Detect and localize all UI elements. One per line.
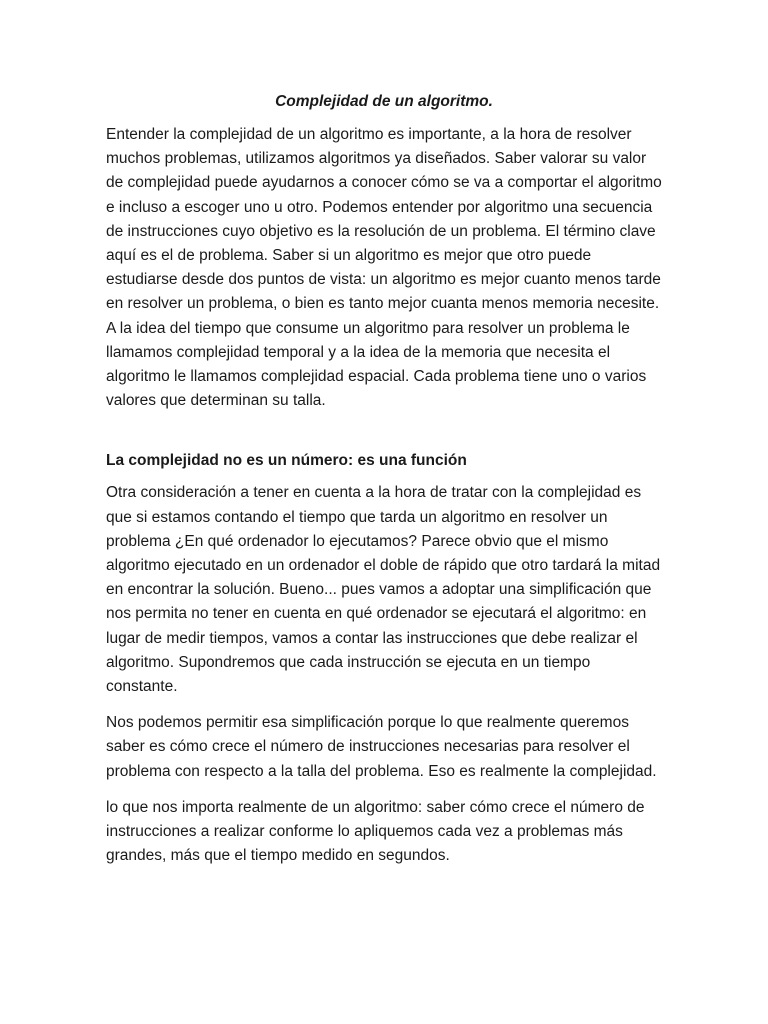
- paragraph-simplification: Nos podemos permitir esa simplificación porque lo que realmente queremos saber es cómo crece el número de instrucciones necesarias para resolver el problema con respecto a la talla del problema. Eso es realmente la complejidad.: [106, 714, 657, 780]
- document-body: [106, 90, 662, 880]
- section-heading: La complejidad no es un número: es una función: [106, 452, 467, 470]
- paragraph-consideration: Otra consideración a tener en cuenta a la hora de tratar con la complejidad es que si estamos contando el tiempo que tarda un algoritmo en resolver un problema ¿En qué ordenador lo ejecutamos? Parece obvio que el mismo algoritmo ejecutado en un ordenador el doble de rápido que otro tardará la mitad en encontrar la solución. Bueno... pues vamos a adoptar una simplificación que nos permita no tener en cuenta en qué ordenador se ejecutará el algoritmo: en lugar de medir tiempos, vamos a contar las instrucciones que debe realizar el algoritmo. Supondremos que cada instrucción se ejecuta en un tiempo constante.: [106, 484, 661, 696]
- document-title: Complejidad de un algoritmo.: [275, 93, 493, 110]
- paragraph-intro: Entender la complejidad de un algoritmo es importante, a la hora de resolver muchos problemas, utilizamos algoritmos ya diseñados. Saber valorar su valor de complejidad puede ayudarnos a conocer cómo se va a comportar el algoritmo e incluso a escoger uno u otro. Podemos entender por algoritmo una secuencia de instrucciones cuyo objetivo es la resolución de un problema. El término clave aquí es el de problema. Saber si un algoritmo es mejor que otro puede estudiarse desde dos puntos de vista: un algoritmo es mejor cuanto menos tarde en resolver un problema, o bien es tanto mejor cuanta menos memoria necesite. A la idea del tiempo que consume un algoritmo para resolver un problema le llamamos complejidad temporal y a la idea de la memoria que necesita el algoritmo le llamamos complejidad espacial. Cada problema tiene uno o varios valores que determinan su talla.: [106, 126, 662, 410]
- paragraph-conclusion: lo que nos importa realmente de un algoritmo: saber cómo crece el número de instrucciones a realizar conforme lo apliquemos cada vez a problemas más grandes, más que el tiempo medido en segundos.: [106, 798, 645, 865]
